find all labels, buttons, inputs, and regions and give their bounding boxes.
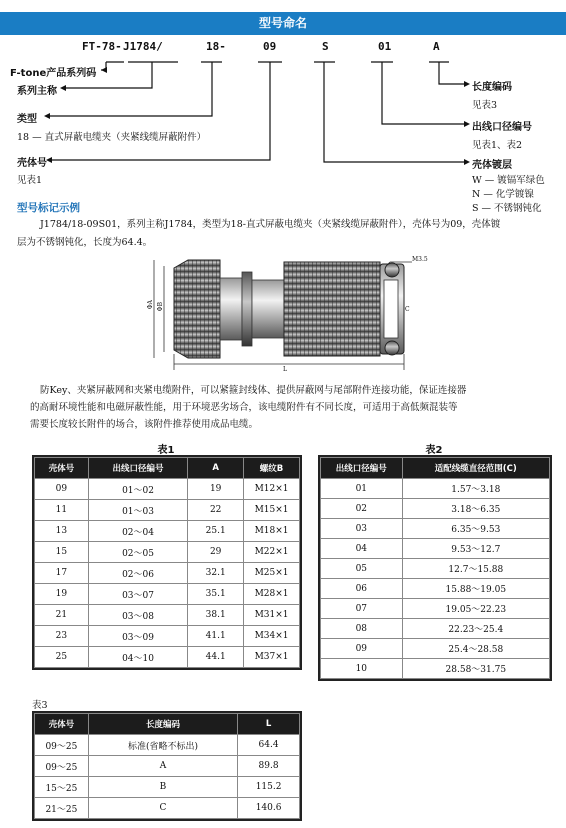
table-row <box>35 584 300 605</box>
table-row <box>321 499 550 519</box>
table-cell: 02～04 <box>88 521 188 542</box>
table-cell: 06 <box>321 579 403 599</box>
table-cell: 13 <box>35 521 89 542</box>
table3-header-cell: 长度编码 <box>88 714 237 735</box>
table-cell: 15 <box>35 542 89 563</box>
table-cell: 04～10 <box>88 647 188 668</box>
table-row <box>35 542 300 563</box>
table3-header-cell: 壳体号 <box>35 714 89 735</box>
table-cell: 10 <box>321 659 403 679</box>
table-row <box>321 599 550 619</box>
table-cell: 25 <box>35 647 89 668</box>
example-text-line2: 层为不锈钢钝化，长度为64.4。 <box>17 237 153 248</box>
table-cell: 35.1 <box>188 584 244 605</box>
table-cell: 89.8 <box>238 756 300 777</box>
table-cell: 140.6 <box>238 798 300 819</box>
table-cell: M18×1 <box>244 521 300 542</box>
table-row <box>35 521 300 542</box>
table-row <box>35 479 300 500</box>
table-cell: 23 <box>35 626 89 647</box>
dim-l-label: L <box>283 366 287 373</box>
table-row <box>35 777 300 798</box>
table-cell: 9.53～12.7 <box>402 539 549 559</box>
table-cell: M34×1 <box>244 626 300 647</box>
example-title: 型号标记示例 <box>17 202 80 214</box>
table-row <box>321 559 550 579</box>
table1-header-cell: 壳体号 <box>35 458 89 479</box>
table-row <box>321 639 550 659</box>
dim-b-label: ΦB <box>157 302 164 312</box>
table-cell: 21 <box>35 605 89 626</box>
table-cell: 15.88～19.05 <box>402 579 549 599</box>
table-cell: 44.1 <box>188 647 244 668</box>
table-cell: 01～03 <box>88 500 188 521</box>
table-cell: 01～02 <box>88 479 188 500</box>
code-type: 18- <box>206 40 226 53</box>
table-cell: 03～07 <box>88 584 188 605</box>
table1 <box>34 457 300 668</box>
code-shell: 09 <box>263 40 277 53</box>
code-length: A <box>433 40 440 53</box>
table-cell: 19.05～22.23 <box>402 599 549 619</box>
table-cell: 03～08 <box>88 605 188 626</box>
table-cell: C <box>88 798 237 819</box>
table-cell: 11 <box>35 500 89 521</box>
table-cell: 3.18～6.35 <box>402 499 549 519</box>
table-row <box>35 605 300 626</box>
table-cell: M37×1 <box>244 647 300 668</box>
example-text-line1: J1784/18-09S01，系列主称J1784，类型为18-直式屏蔽电缆夹（夹紧线缆屏蔽附件），壳体号为09，壳体镀 <box>40 219 501 230</box>
length-code-label: 长度编码 <box>472 82 512 93</box>
table-cell: 22.23～25.4 <box>402 619 549 639</box>
table-cell: M22×1 <box>244 542 300 563</box>
table1-header-row <box>35 458 300 479</box>
dim-c-label: C <box>405 306 410 313</box>
table-row <box>321 479 550 499</box>
table1-frame <box>32 455 302 670</box>
table-row <box>35 735 300 756</box>
table-cell: 1.57～3.18 <box>402 479 549 499</box>
shell-ref: 见表1 <box>17 175 43 186</box>
table-row <box>321 619 550 639</box>
table-cell: M12×1 <box>244 479 300 500</box>
code-prefix: FT-78- <box>82 40 122 53</box>
table-row <box>35 756 300 777</box>
table-cell: 22 <box>188 500 244 521</box>
outlet-ref: 见表1、表2 <box>472 140 523 151</box>
table-cell: 12.7～15.88 <box>402 559 549 579</box>
table-cell: 标准(省略不标出) <box>88 735 237 756</box>
table-cell: M25×1 <box>244 563 300 584</box>
table-cell: 08 <box>321 619 403 639</box>
table2-header-cell: 适配线缆直径范围(C) <box>402 458 549 479</box>
table-row <box>321 659 550 679</box>
table2-header-cell: 出线口径编号 <box>321 458 403 479</box>
code-outlet: 01 <box>378 40 392 53</box>
table-cell: B <box>88 777 237 798</box>
outlet-code-label: 出线口径编号 <box>472 122 532 133</box>
desc-line2: 的高耐环境性能和电磁屏蔽性能，用于环境恶劣场合，该电缆附件有不同长度，可适用于高低频混装等 <box>30 402 458 413</box>
table-cell: 25.4～28.58 <box>402 639 549 659</box>
connector-drawing <box>140 254 440 378</box>
table-cell: A <box>88 756 237 777</box>
table-cell: 02～05 <box>88 542 188 563</box>
table-cell: 09～25 <box>35 735 89 756</box>
table2-header-row <box>321 458 550 479</box>
table3-header-cell: L <box>238 714 300 735</box>
shell-label: 壳体号 <box>17 158 47 169</box>
dim-a-label: ΦA <box>147 300 154 310</box>
table1-header-cell: A <box>188 458 244 479</box>
table-row <box>35 626 300 647</box>
table2-frame <box>318 455 552 681</box>
plating-opt-n: N — 化学镀镍 <box>472 189 534 200</box>
brand-code-label: F-tone产品系列码 <box>10 68 97 79</box>
code-plating: S <box>322 40 329 53</box>
table2-title: 表2 <box>425 445 443 456</box>
code-series: J1784/ <box>123 40 163 53</box>
table-row <box>35 647 300 668</box>
desc-line3: 需要长度较长附件的场合，该附件推荐使用成品电缆。 <box>30 419 259 430</box>
table-cell: 03～09 <box>88 626 188 647</box>
table-cell: 19 <box>35 584 89 605</box>
table-cell: 09 <box>321 639 403 659</box>
table-row <box>321 579 550 599</box>
table-cell: 05 <box>321 559 403 579</box>
table3-header-row <box>35 714 300 735</box>
table-cell: 03 <box>321 519 403 539</box>
table2 <box>320 457 550 679</box>
plating-label: 壳体镀层 <box>472 160 512 171</box>
plating-opt-w: W — 镀镉军绿色 <box>472 175 545 186</box>
page-title: 型号命名 <box>0 12 566 35</box>
table1-header-cell: 出线口径编号 <box>88 458 188 479</box>
type-desc: 18 — 直式屏蔽电缆夹（夹紧线缆屏蔽附件） <box>17 132 207 143</box>
table-cell: 29 <box>188 542 244 563</box>
table-cell: 25.1 <box>188 521 244 542</box>
table-cell: 09 <box>35 479 89 500</box>
table3 <box>34 713 300 819</box>
table-cell: 41.1 <box>188 626 244 647</box>
table-cell: 15～25 <box>35 777 89 798</box>
dim-m-label: M3.5 <box>412 256 428 263</box>
table-cell: M31×1 <box>244 605 300 626</box>
table-row <box>35 563 300 584</box>
table-cell: 32.1 <box>188 563 244 584</box>
table-row <box>321 539 550 559</box>
table-cell: M28×1 <box>244 584 300 605</box>
type-label: 类型 <box>17 114 37 125</box>
table-cell: 115.2 <box>238 777 300 798</box>
desc-line1: 防Key、夹紧屏蔽网和夹紧电缆附件，可以紧箍封线体、提供屏蔽网与尾部附件连接功能，保证连接器 <box>40 385 467 396</box>
table-row <box>35 500 300 521</box>
table-cell: 04 <box>321 539 403 559</box>
table3-frame <box>32 711 302 821</box>
table-cell: 21～25 <box>35 798 89 819</box>
table-cell: 28.58～31.75 <box>402 659 549 679</box>
table-cell: 38.1 <box>188 605 244 626</box>
table1-title: 表1 <box>157 445 175 456</box>
table-cell: 07 <box>321 599 403 619</box>
series-name-label: 系列主称 <box>17 86 57 97</box>
plating-opt-s: S — 不锈钢钝化 <box>472 203 542 214</box>
table-cell: 17 <box>35 563 89 584</box>
table3-title: 表3 <box>32 700 48 711</box>
table-cell: M15×1 <box>244 500 300 521</box>
table-cell: 19 <box>188 479 244 500</box>
table-cell: 6.35～9.53 <box>402 519 549 539</box>
table-cell: 02～06 <box>88 563 188 584</box>
table1-header-cell: 螺纹B <box>244 458 300 479</box>
table-cell: 02 <box>321 499 403 519</box>
table-row <box>321 519 550 539</box>
length-ref: 见表3 <box>472 100 498 111</box>
table-cell: 01 <box>321 479 403 499</box>
table-cell: 09～25 <box>35 756 89 777</box>
table-cell: 64.4 <box>238 735 300 756</box>
table-row <box>35 798 300 819</box>
